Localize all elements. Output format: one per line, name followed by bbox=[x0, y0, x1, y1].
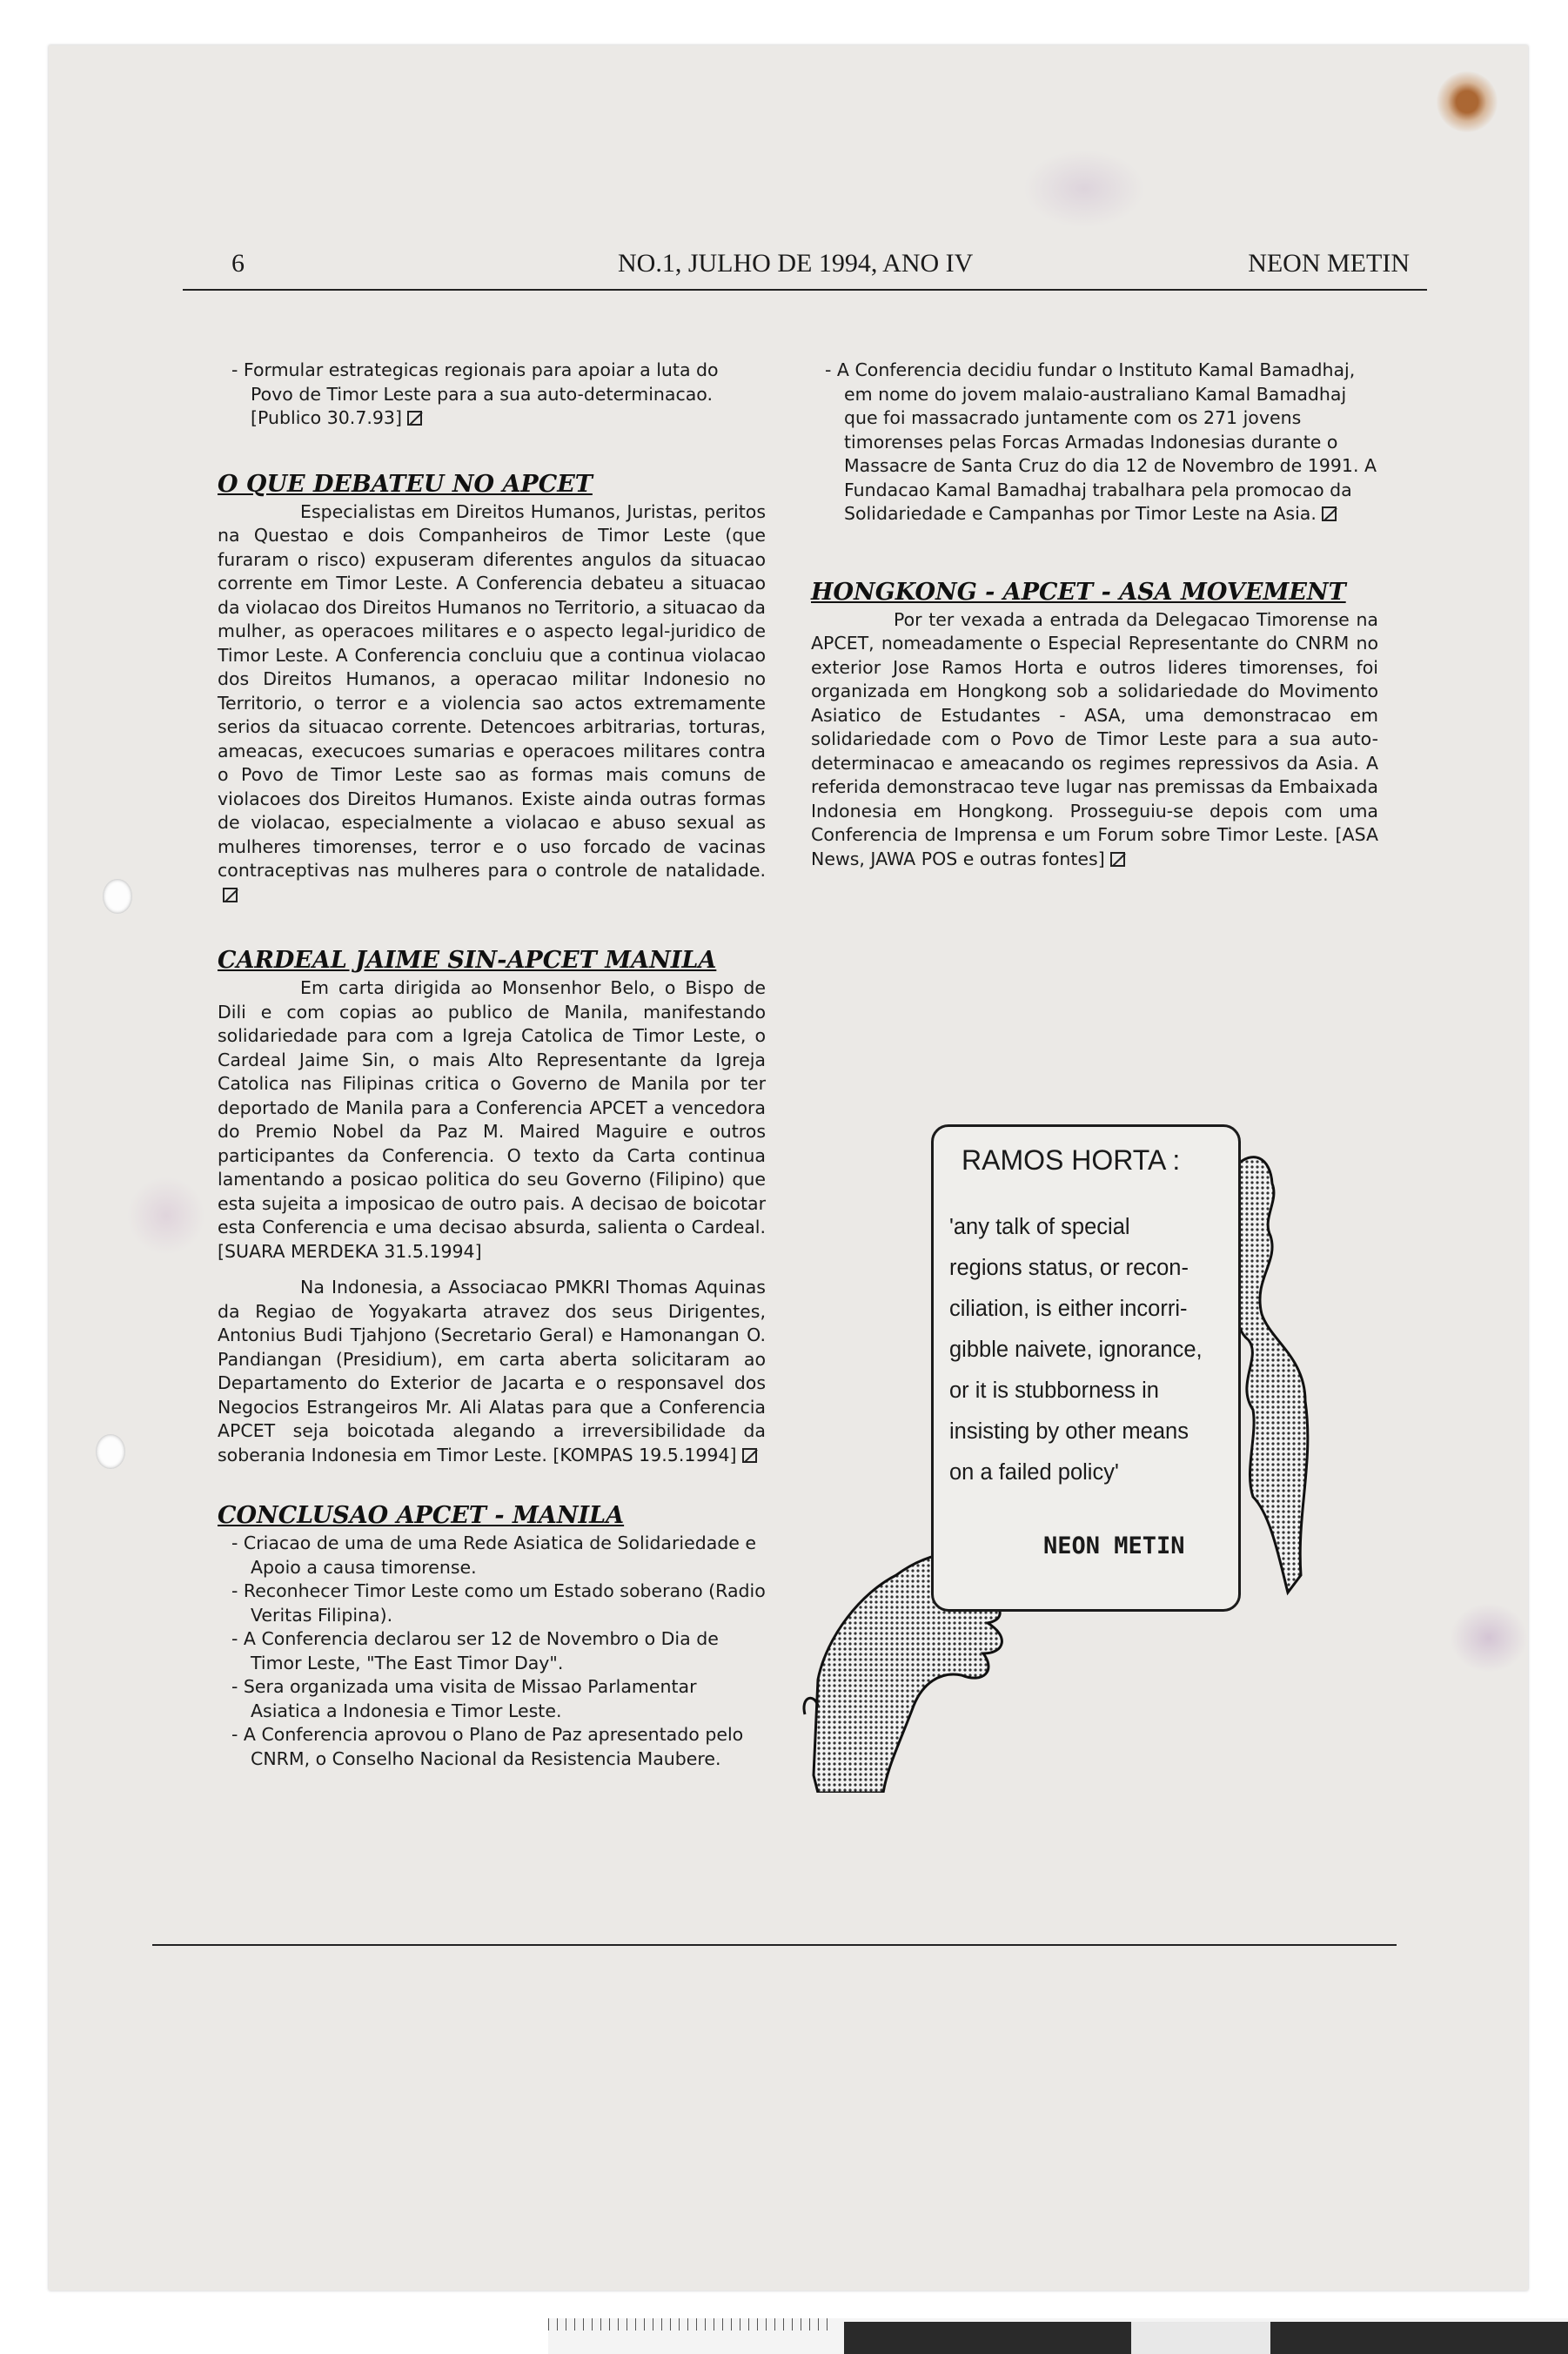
checkbox-icon bbox=[407, 411, 422, 426]
page-number: 6 bbox=[231, 249, 245, 278]
page-header bbox=[183, 245, 1427, 291]
punch-hole bbox=[103, 879, 132, 914]
intro-list bbox=[218, 359, 766, 431]
punch-hole bbox=[96, 1434, 125, 1469]
article-body: Na Indonesia, a Associacao PMKRI Thomas Aquinas da Regiao de Yogyakarta atravez dos seus Dirigentes, Antonius Budi Tjahjono (Secretario Geral) e Hamonangan O. Pandiangan (Presidium), em carta aberta solicitaram ao Departamento do Exterior de Jacarta e o responsavel dos Negocios Estrangeiros Mr. Ali Alatas para que a Conferencia APCET seja boicotada alegando a irreversibilidade da soberania Indonesia em Timor Leste. [KOMPAS 19.5.1994] bbox=[218, 1277, 766, 1465]
checkbox-icon bbox=[223, 888, 238, 902]
list-item: - Reconhecer Timor Leste como um Estado soberano (Radio Veritas Filipina). bbox=[218, 1579, 766, 1627]
purple-smudge bbox=[1023, 150, 1145, 228]
purple-smudge bbox=[1450, 1603, 1528, 1673]
section-heading: O QUE DEBATEU NO APCET bbox=[218, 470, 593, 498]
quote-box bbox=[931, 1124, 1241, 1612]
list-item: - Sera organizada uma visita de Missao Parlamentar Asiatica a Indonesia e Timor Leste. bbox=[218, 1675, 766, 1723]
issue-info: NO.1, JULHO DE 1994, ANO IV bbox=[618, 249, 974, 278]
list-item: - A Conferencia aprovou o Plano de Paz apresentado pelo CNRM, o Conselho Nacional da Resistencia Maubere. bbox=[218, 1723, 766, 1771]
article-body: Em carta dirigida ao Monsenhor Belo, o Bispo de Dili e com copias ao publico de Manila, manifestando solidariedade para com a Igreja Catolica de Timor Leste, o Cardeal Jaime Sin, o mais Alto Representante da Igreja Catolica nas Filipinas critica o Governo de Manila por ter deportado de Manila para a Conferencia APCET a vencedora do Premio Nobel da Paz M. Maired Maguire e outros participantes da Conferencia. O texto da Carta continua lamentando a posicao politica do seu Governo (Filipino) que esta sujeita a imposicao de outro pais. A decisao de boicotar esta Conferencia e uma decisao absurda, salienta o Cardeal. [SUARA MERDEKA 31.5.1994] bbox=[218, 977, 766, 1262]
ruler-ticks bbox=[548, 2318, 835, 2331]
article-body: Por ter vexada a entrada da Delegacao Timorense na APCET, nomeadamente o Especial Representante do CNRM no exterior Jose Ramos Horta e outros lideres timorenses, foi organizada em Hongkong sob a solidariedade do Movimento Asiatico de Estudantes - ASA, uma demonstracao em solidariedade com o Povo de Timor Leste para a sua auto-determinacao e ameacando os regimes repressivos da Asia. A referida demonstracao teve lugar nas premissas da Embaixada Indonesia em Hongkong. Prosseguiu-se depois com uma Conferencia de Imprensa e um Forum sobre Timor Leste. [ASA News, JAWA POS e outras fontes] bbox=[811, 608, 1378, 869]
section-heading: HONGKONG - APCET - ASA MOVEMENT bbox=[811, 578, 1346, 606]
list-item: - Criacao de uma de uma Rede Asiatica de Solidariedade e Apoio a causa timorense. bbox=[218, 1532, 766, 1579]
intro-list bbox=[811, 359, 1378, 526]
ruler-block bbox=[1270, 2322, 1568, 2354]
ruler-block bbox=[844, 2322, 1131, 2354]
quote-title: RAMOS HORTA : bbox=[962, 1144, 1181, 1176]
publication-name: NEON METIN bbox=[1248, 249, 1410, 278]
purple-smudge bbox=[127, 1177, 205, 1255]
section-heading: CONCLUSAO APCET - MANILA bbox=[218, 1502, 625, 1529]
section-heading: CARDEAL JAIME SIN-APCET MANILA bbox=[218, 947, 717, 974]
footer-rule bbox=[152, 1944, 1397, 1946]
quote-signature: NEON METIN bbox=[1043, 1532, 1185, 1559]
ruler-block bbox=[1131, 2322, 1270, 2354]
checkbox-icon bbox=[742, 1448, 757, 1463]
checkbox-icon bbox=[1110, 852, 1125, 867]
conclusion-list bbox=[218, 1532, 766, 1771]
article-body: Especialistas em Direitos Humanos, Juristas, peritos na Questao e dois Companheiros de Timor Leste (que furaram o risco) expuseram diferentes angulos da situacao corrente em Timor Leste. A Conferencia debateu a situacao da violacao dos Direitos Humanos no Territorio, a situacao da mulher, as operacoes militares e o aspecto legal-juridico de Timor Leste. A Conferencia concluiu que a continua violacao dos Direitos Humanos, a operacao militar Indonesio no Territorio, o terror e a violencia sao actos extremamente serios da situacao corrente. Detencoes arbitrarias, torturas, ameacas, execucoes sumarias e operacoes militares contra o Povo de Timor Leste sao as formas mais comuns de violacoes dos Direitos Humanos. Existe ainda outras formas de violacao, especialmente a violacao e abuso sexual as mulheres timorenses, terror e o uso forcado de vacinas contraceptivas nas mulheres para o controle de natalidade. bbox=[218, 500, 766, 908]
list-item: - Formular estrategicas regionais para apoiar a luta do Povo de Timor Leste para a sua auto-determinacao. [Publico 30.7.93] bbox=[218, 359, 766, 431]
list-item: - A Conferencia declarou ser 12 de Novembro o Dia de Timor Leste, "The East Timor Day". bbox=[218, 1627, 766, 1675]
rust-stain bbox=[1437, 71, 1498, 132]
scale-ruler bbox=[548, 2318, 1568, 2354]
quote-text: 'any talk of special regions status, or recon- ciliation, is either incorri- gibble naivete, ignorance, or it is stubborness in insisting by other means on a failed policy' bbox=[949, 1215, 1203, 1485]
list-item: - A Conferencia decidiu fundar o Instituto Kamal Bamadhaj, em nome do jovem malaio-australiano Kamal Bamadhaj que foi massacrado juntamente com os 271 jovens timorenses pelas Forcas Armadas Indonesias durante o Massacre de Santa Cruz do dia 12 de Novembro de 1991. A Fundacao Kamal Bamadhaj trabalhara pela promocao da Solidariedade e Campanhas por Timor Leste na Asia. bbox=[811, 359, 1378, 526]
checkbox-icon bbox=[1322, 506, 1337, 521]
left-column bbox=[218, 359, 766, 1771]
right-column bbox=[811, 359, 1378, 871]
